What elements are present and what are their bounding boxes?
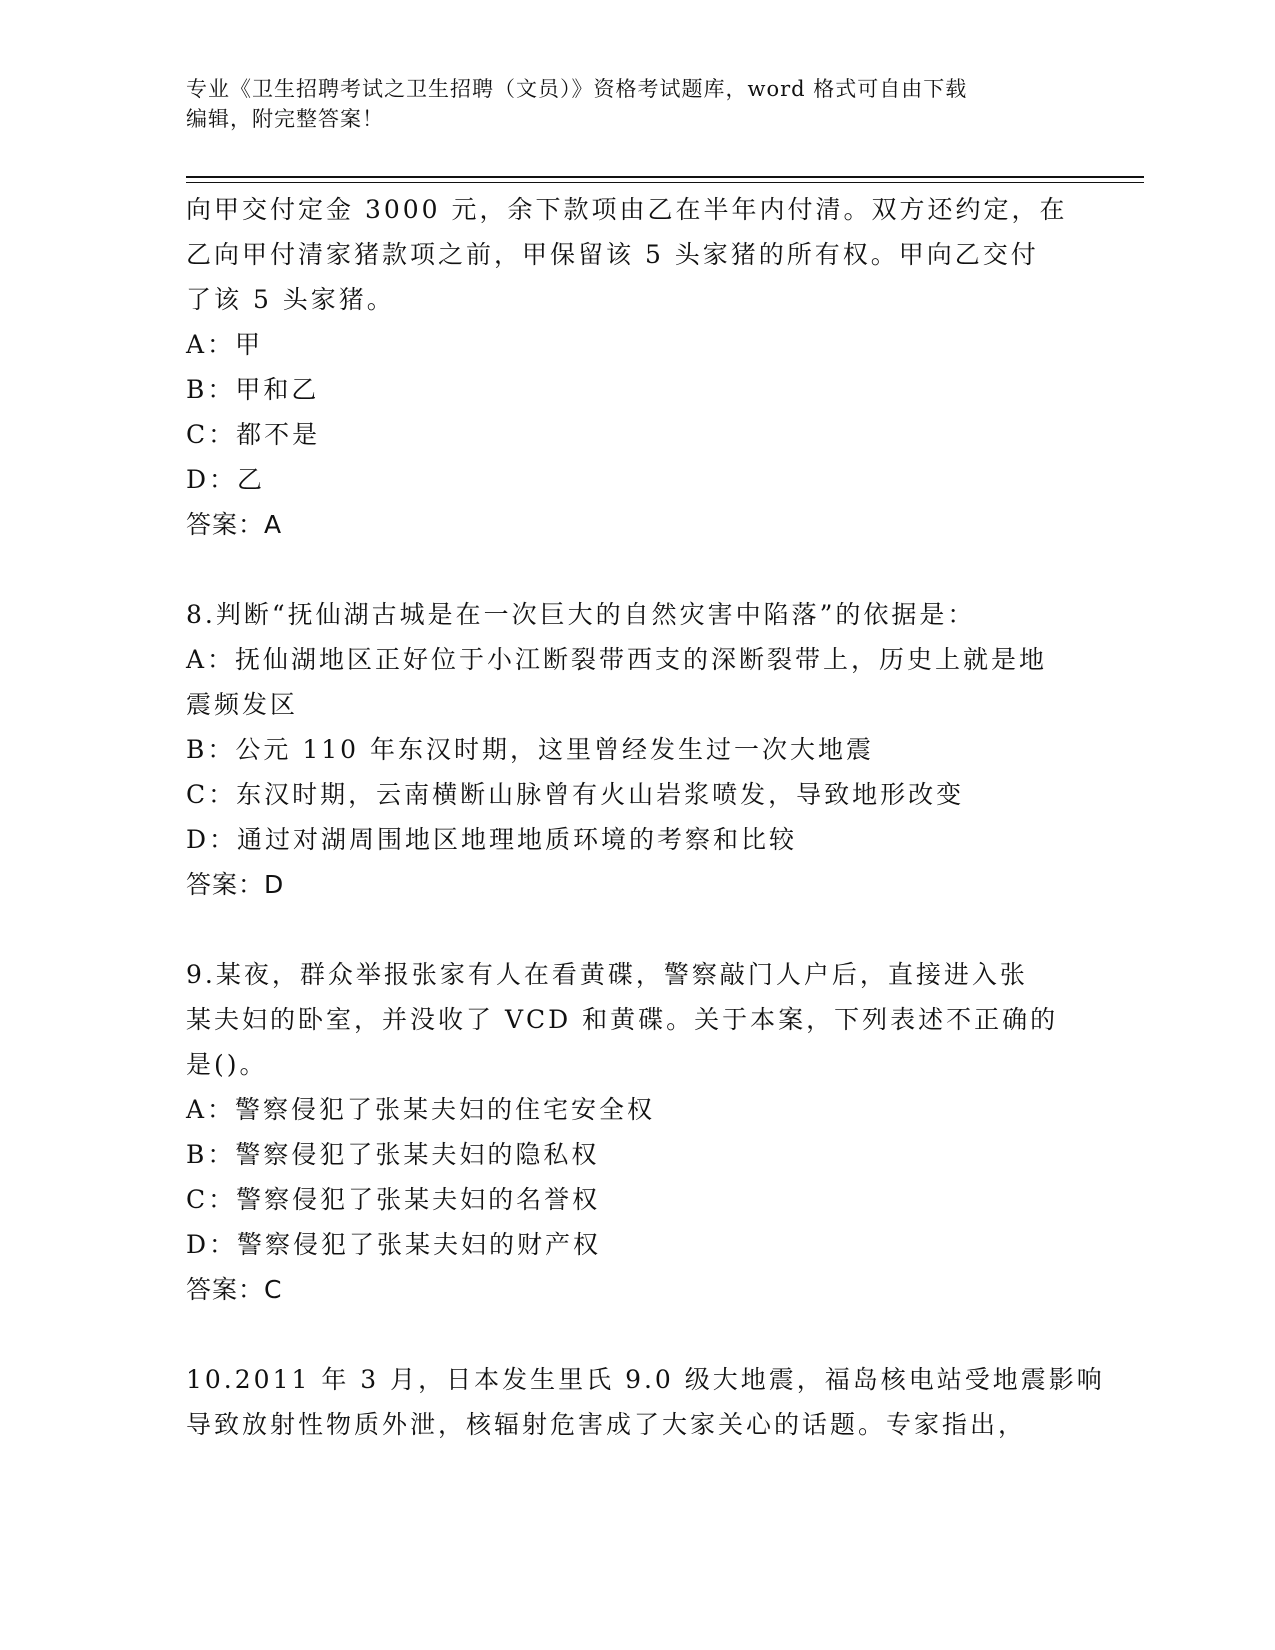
header-line-2: 编辑，附完整答案！ bbox=[186, 107, 384, 131]
question-text-line: 导致放射性物质外泄，核辐射危害成了大家关心的话题。专家指出， bbox=[186, 1410, 1027, 1439]
answer-line: 答案：A bbox=[186, 510, 283, 539]
question-text-line: 10.2011 年 3 月，日本发生里氏 9.0 级大地震，福岛核电站受地震影响 bbox=[186, 1365, 1105, 1394]
question-9 bbox=[186, 952, 1086, 1312]
question-7 bbox=[186, 187, 1086, 547]
option-d: D：通过对湖周围地区地理地质环境的考察和比较 bbox=[186, 825, 798, 854]
question-text-line: 8.判断“抚仙湖古城是在一次巨大的自然灾害中陷落”的依据是： bbox=[186, 600, 976, 629]
option-d: D：乙 bbox=[186, 465, 266, 494]
spacer bbox=[186, 547, 1086, 592]
option-a-continued: 震频发区 bbox=[186, 690, 299, 719]
option-b: B：公元 110 年东汉时期，这里曾经发生过一次大地震 bbox=[186, 735, 874, 764]
header-rule-thin bbox=[186, 182, 1144, 183]
option-c: C：东汉时期，云南横断山脉曾有火山岩浆喷发，导致地形改变 bbox=[186, 780, 965, 809]
spacer bbox=[186, 907, 1086, 952]
option-c: C：警察侵犯了张某夫妇的名誉权 bbox=[186, 1185, 601, 1214]
document-header bbox=[186, 74, 1086, 134]
answer-line: 答案：D bbox=[186, 870, 285, 899]
answer-line: 答案：C bbox=[186, 1275, 283, 1304]
question-text-line: 9.某夜，群众举报张家有人在看黄碟，警察敲门人户后，直接进入张 bbox=[186, 960, 1028, 989]
option-d: D：警察侵犯了张某夫妇的财产权 bbox=[186, 1230, 602, 1259]
header-line-1: 专业《卫生招聘考试之卫生招聘（文员）》资格考试题库，word 格式可自由下载 bbox=[186, 77, 968, 101]
option-b: B：甲和乙 bbox=[186, 375, 320, 404]
header-rule-thick bbox=[186, 176, 1144, 178]
question-10 bbox=[186, 1357, 1105, 1447]
option-a: A：警察侵犯了张某夫妇的住宅安全权 bbox=[186, 1095, 656, 1124]
option-a: A：抚仙湖地区正好位于小江断裂带西支的深断裂带上，历史上就是地 bbox=[186, 645, 1048, 674]
question-list bbox=[186, 187, 1105, 1447]
option-b: B：警察侵犯了张某夫妇的隐私权 bbox=[186, 1140, 600, 1169]
question-8 bbox=[186, 592, 1086, 907]
option-a: A：甲 bbox=[186, 330, 264, 359]
option-c: C：都不是 bbox=[186, 420, 321, 449]
question-text-line: 某夫妇的卧室，并没收了 VCD 和黄碟。关于本案，下列表述不正确的 bbox=[186, 1005, 1059, 1034]
question-text-line: 向甲交付定金 3000 元，余下款项由乙在半年内付清。双方还约定，在 bbox=[186, 195, 1068, 224]
question-text-line: 是()。 bbox=[186, 1050, 268, 1079]
question-text-line: 了该 5 头家猪。 bbox=[186, 285, 395, 314]
spacer bbox=[186, 1312, 1086, 1357]
question-text-line: 乙向甲付清家猪款项之前，甲保留该 5 头家猪的所有权。甲向乙交付 bbox=[186, 240, 1039, 269]
